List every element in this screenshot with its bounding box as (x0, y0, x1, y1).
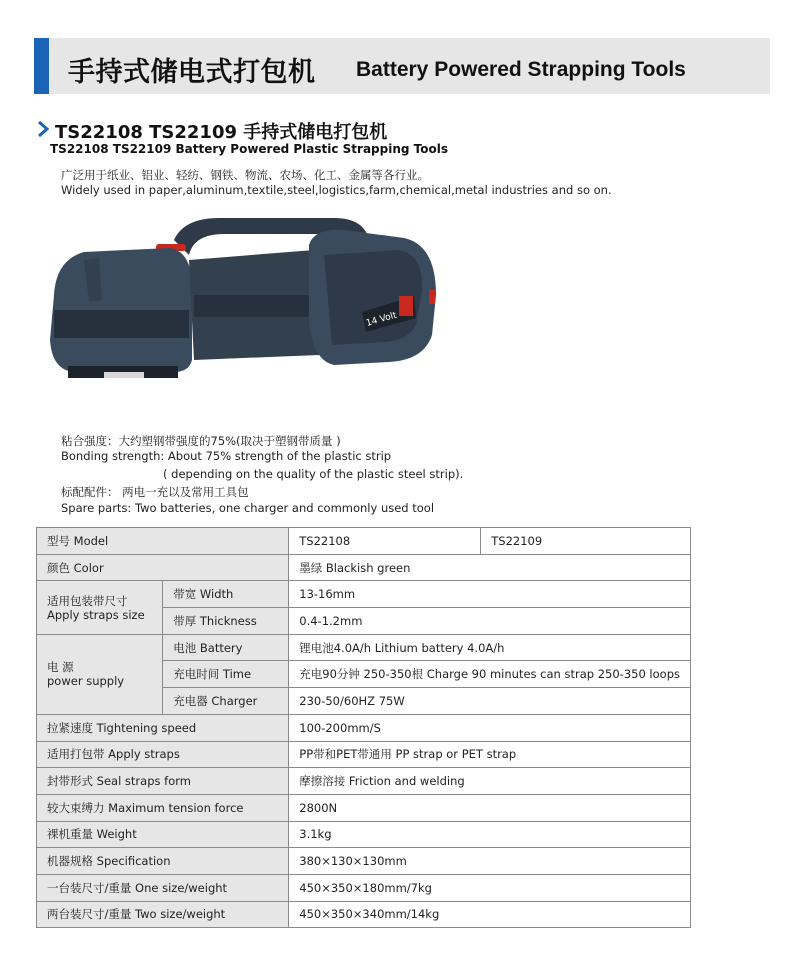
two-size-weight-value: 450×350×340mm/14kg (289, 901, 691, 928)
tightening-speed-label: 拉紧速度 Tightening speed (37, 714, 289, 741)
thickness-label: 带厚 Thickness (163, 608, 289, 635)
spare-parts-text-en: Spare parts: Two batteries, one charger and commonly used tool (61, 501, 435, 515)
header-title-en: Battery Powered Strapping Tools (356, 58, 686, 81)
table-row (37, 581, 691, 608)
spare-parts-text-cn: 标配配件： 两电一充以及常用工具包 (61, 485, 249, 499)
width-label: 带宽 Width (163, 581, 289, 608)
table-row (37, 528, 691, 555)
table-row (37, 848, 691, 875)
max-tension-value: 2800N (289, 794, 691, 821)
power-supply-label-cn: 电 源 (47, 660, 74, 675)
max-tension-label: 较大束缚力 Maximum tension force (37, 794, 289, 821)
color-label: 颜色 Color (37, 554, 289, 581)
table-row (37, 714, 691, 741)
charger-label: 充电器 Charger (163, 688, 289, 715)
model-label: 型号 Model (37, 528, 289, 555)
specification-label: 机器规格 Specification (37, 848, 289, 875)
straps-size-label-cn: 适用包装带尺寸 (47, 593, 128, 608)
table-row (37, 901, 691, 928)
bonding-text-cn: 粘合强度：大约塑钢带强度的75%(取决于塑钢带质量 ) (61, 434, 341, 448)
power-supply-label (37, 634, 163, 714)
weight-value: 3.1kg (289, 821, 691, 848)
apply-straps-value: PP带和PET带通用 PP strap or PET strap (289, 741, 691, 768)
straps-size-label (37, 581, 163, 634)
model-value-b: TS22109 (481, 528, 691, 555)
chevron-right-icon (36, 120, 50, 138)
battery-label: 14 Volt (365, 310, 398, 329)
apply-straps-label: 适用打包带 Apply straps (37, 741, 289, 768)
seal-form-label: 封带形式 Seal straps form (37, 768, 289, 795)
one-size-weight-value: 450×350×180mm/7kg (289, 874, 691, 901)
table-row (37, 821, 691, 848)
usage-text-cn: 广泛用于纸业、铝业、轻纺、钢铁、物流、农场、化工、金属等各行业。 (61, 168, 429, 182)
specification-value: 380×130×130mm (289, 848, 691, 875)
model-title-cn: TS22108 TS22109 手持式储电打包机 (55, 122, 388, 143)
table-row (37, 794, 691, 821)
straps-size-label-en: Apply straps size (47, 607, 145, 622)
table-row (37, 554, 691, 581)
two-size-weight-label: 两台装尺寸/重量 Two size/weight (37, 901, 289, 928)
seal-form-value: 摩擦溶接 Friction and welding (289, 768, 691, 795)
table-row (37, 741, 691, 768)
header-accent-bar (34, 38, 49, 94)
table-row (37, 768, 691, 795)
table-row (37, 874, 691, 901)
charger-value: 230-50/60HZ 75W (289, 688, 691, 715)
bonding-text-en-line1: Bonding strength: About 75% strength of the plastic strip (61, 449, 392, 463)
battery-value: 锂电池4.0A/h Lithium battery 4.0A/h (289, 634, 691, 661)
usage-text-en: Widely used in paper,aluminum,textile,steel,logistics,farm,chemical,metal industries and so on. (61, 183, 612, 197)
bonding-text-en-line2: ( depending on the quality of the plastic steel strip). (163, 467, 464, 481)
width-value: 13-16mm (289, 581, 691, 608)
battery-label-cell: 电池 Battery (163, 634, 289, 661)
color-value: 墨绿 Blackish green (289, 554, 691, 581)
model-title-en: TS22108 TS22109 Battery Powered Plastic Strapping Tools (50, 142, 448, 156)
charge-time-label: 充电时间 Time (163, 661, 289, 688)
one-size-weight-label: 一台装尺寸/重量 One size/weight (37, 874, 289, 901)
table-row (37, 634, 691, 661)
product-image-strapping-tool (44, 200, 444, 390)
model-value-a: TS22108 (289, 528, 481, 555)
spec-table (36, 527, 691, 928)
weight-label: 裸机重量 Weight (37, 821, 289, 848)
thickness-value: 0.4-1.2mm (289, 608, 691, 635)
header-title-cn: 手持式储电式打包机 (68, 57, 316, 88)
tightening-speed-value: 100-200mm/S (289, 714, 691, 741)
charge-time-value: 充电90分钟 250-350根 Charge 90 minutes can strap 250-350 loops (289, 661, 691, 688)
power-supply-label-en: power supply (47, 674, 125, 689)
